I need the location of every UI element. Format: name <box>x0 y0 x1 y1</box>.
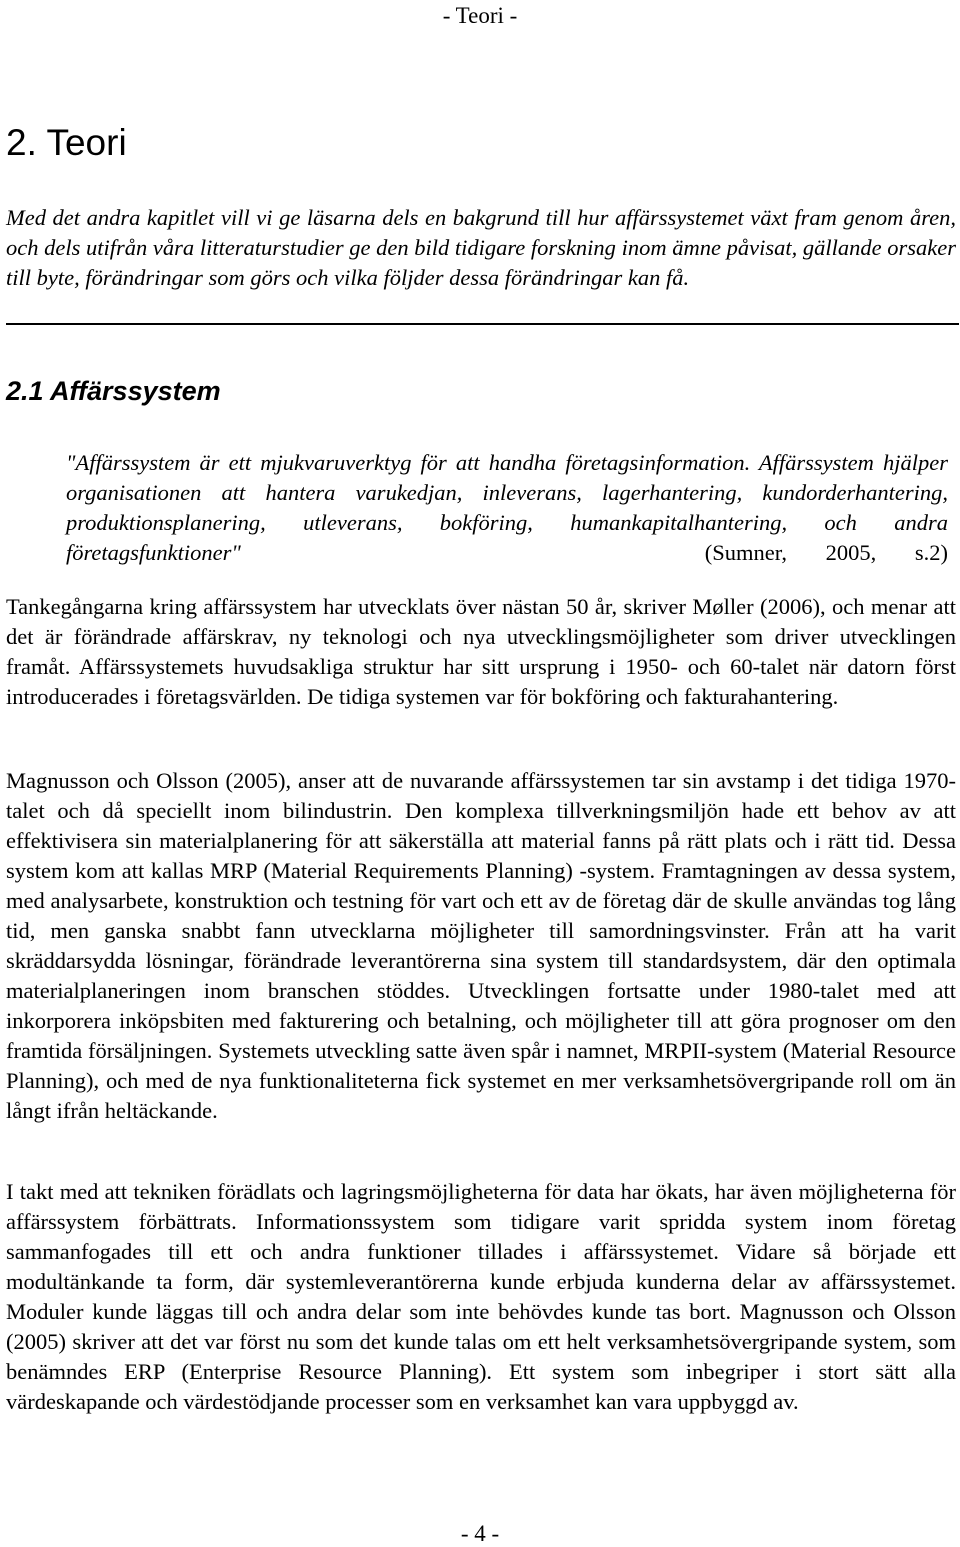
definition-quote <box>66 448 948 568</box>
body-paragraph: I takt med att tekniken förädlats och lagringsmöjligheterna för data har ökats, har även möjligheterna för affärssystem förbättrats. Informationssystem som tidigare varit spridda system inom företag sammanfogades till ett och andra funktioner tillades i affärssystemet. Vidare så började ett modultänkande ta form, där systemleverantörerna kunde erbjuda kunderna delar av affärssystemet. Moduler kunde läggas till och andra delar som inte behövdes kunde tas bort. Magnusson och Olsson (2005) skriver att det var först nu som det kunde talas om ett helt verksamhetsövergripande system, som benämndes ERP (Enterprise Resource Planning). Ett system som inbegriper i stort sätt alla värdeskapande och värdestödjande processer som en verksamhet kan vara uppbyggd av. <box>6 1179 956 1414</box>
page-number: - 4 - <box>460 1521 500 1546</box>
running-header: - Teori - <box>442 3 518 28</box>
body-paragraph: Magnusson och Olsson (2005), anser att de nuvarande affärssystemen tar sin avstamp i det tidiga 1970-talet och då speciellt inom bilindustrin. Den komplexa tillverkningsmiljön hade ett behov av att effektivisera sin materialplanering för att säkerställa att material fanns på rätt plats och i rätt tid. Dessa system kom att kallas MRP (Material Requirements Planning) -system. Framtagningen av dessa system, med analysarbete, konstruktion och testning för vart och ett av de företag där de skulle användas tog lång tid, men ganska snabbt fann utvecklarna möjligheter till samordningsvinster. Från att ha varit skräddarsydda lösningar, förändrade leverantörerna sina system till standardsystem, där den optimala materialplaneringen inom branschen stöddes. Utvecklingen fortsatte under 1980-talet med att inkorporera inköpsbiten med fakturering och betalning, och möjligheter till att göra prognoser om den framtida försäljningen. Systemets utveckling satte även spår i namnet, MRPII-system (Material Resource Planning), och med de nya funktionaliteterna fick systemet en mer verksamhetsövergripande roll om än långt ifrån heltäckande. <box>6 768 956 1123</box>
section-title: 2.1 Affärssystem <box>6 376 221 406</box>
quote-citation: (Sumner, 2005, s.2) <box>704 540 949 565</box>
quote-text: "Affärssystem är ett mjukvaruverktyg för att handha företagsinformation. Affärssystem hjälper organisationen att hantera varukedjan, inleverans, lagerhantering, kundorderhantering, produktionsplanering, utleverans, bokföring, humankapitalhantering, och andra företagsfunktioner" <box>66 450 948 565</box>
chapter-title: 2. Teori <box>6 122 127 163</box>
body-paragraph: Tankegångarna kring affärssystem har utvecklats över nästan 50 år, skriver Møller (2006), och menar att det är förändrade affärskrav, ny teknologi och nya utvecklingsmöjligheter som driver utvecklingen framåt. Affärssystemets huvudsakliga struktur har sitt ursprung i 1950- och 60-talet när datorn först introducerades i företagsvärlden. De tidiga systemen var för bokföring och fakturahantering. <box>6 594 956 709</box>
horizontal-rule <box>6 323 959 325</box>
chapter-intro: Med det andra kapitlet vill vi ge läsarna dels en bakgrund till hur affärssystemet växt fram genom åren, och dels utifrån våra litteraturstudier ge den bild tidigare forskning inom ämne påvisat, gällande orsaker till byte, förändringar som görs och vilka följder dessa förändringar kan få. <box>6 205 956 290</box>
